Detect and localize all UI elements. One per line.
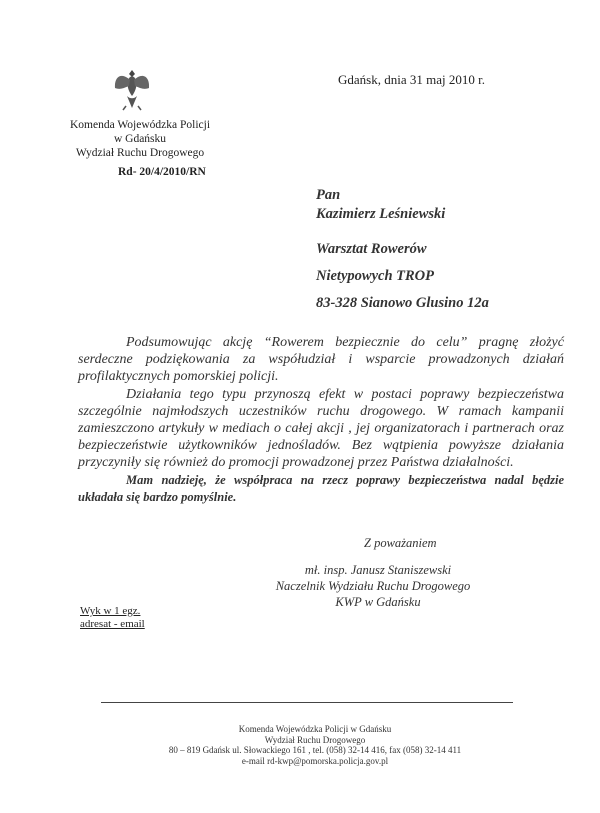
footer-line: 80 – 819 Gdańsk ul. Słowackiego 161 , tel. (058) 32-14 416, fax (058) 32-14 411 xyxy=(168,745,462,755)
closing: Z poważaniem xyxy=(364,536,437,550)
eagle-emblem-icon xyxy=(112,66,152,116)
org-line: Komenda Wojewódzka Policji xyxy=(69,119,211,131)
copies-note xyxy=(80,605,145,631)
org-line: w Gdańsku xyxy=(113,133,167,145)
signatory-name: mł. insp. Janusz Staniszewski xyxy=(304,563,452,577)
issuer-organization xyxy=(40,118,240,160)
recipient-company-line1: Warsztat Rowerów xyxy=(316,241,427,257)
footer-divider xyxy=(101,702,513,703)
recipient-company-line2: Nietypowych TROP xyxy=(316,268,434,284)
signatory-title: Naczelnik Wydziału Ruchu Drogowego xyxy=(275,579,471,593)
date-line: Gdańsk, dnia 31 maj 2010 r. xyxy=(338,72,485,87)
signature-block xyxy=(275,562,476,610)
copies-line: Wyk w 1 egz. xyxy=(80,605,141,617)
footer-line: e-mail rd-kwp@pomorska.policja.gov.pl xyxy=(241,755,389,766)
recipient-salutation: Pan xyxy=(316,187,341,203)
recipient-name: Kazimierz Leśniewski xyxy=(316,206,446,222)
reference-number: Rd- 20/4/2010/RN xyxy=(118,166,206,178)
footer xyxy=(150,724,480,766)
body-paragraph: Podsumowując akcję “Rowerem bezpiecznie do celu” pragnę złożyć serdeczne podziękowania za współudział i wsparcie prowadzonych działań profilaktycznych pomorskiej policji. xyxy=(78,335,564,385)
letter-body xyxy=(78,334,564,506)
footer-line: Komenda Wojewódzka Policji w Gdańsku xyxy=(238,724,392,734)
recipient-block xyxy=(316,186,489,317)
signatory-unit: KWP w Gdańsku xyxy=(335,595,421,609)
body-paragraph: Mam nadzieję, że współpraca na rzecz poprawy bezpieczeństwa nadal będzie układała się bardzo pomyślnie. xyxy=(78,472,564,504)
body-paragraph: Działania tego typu przynoszą efekt w postaci poprawy bezpieczeństwa szczególnie najmłodszych uczestników ruchu drogowego. W ramach kampanii zamieszczono artykuły w mediach o całej akcji , jej organizatorach i partnerach oraz bezpieczeństwie użytkowników jednośladów. Bez wątpienia powyższe działania przyczyniły się również do promocji prowadzonej przez Państwa działalności. xyxy=(78,386,564,471)
org-line: Wydział Ruchu Drogowego xyxy=(75,147,205,159)
recipient-address: 83-328 Sianowo Glusino 12a xyxy=(316,295,489,311)
footer-line: Wydział Ruchu Drogowego xyxy=(264,734,366,745)
copies-line: adresat - email xyxy=(80,618,145,630)
